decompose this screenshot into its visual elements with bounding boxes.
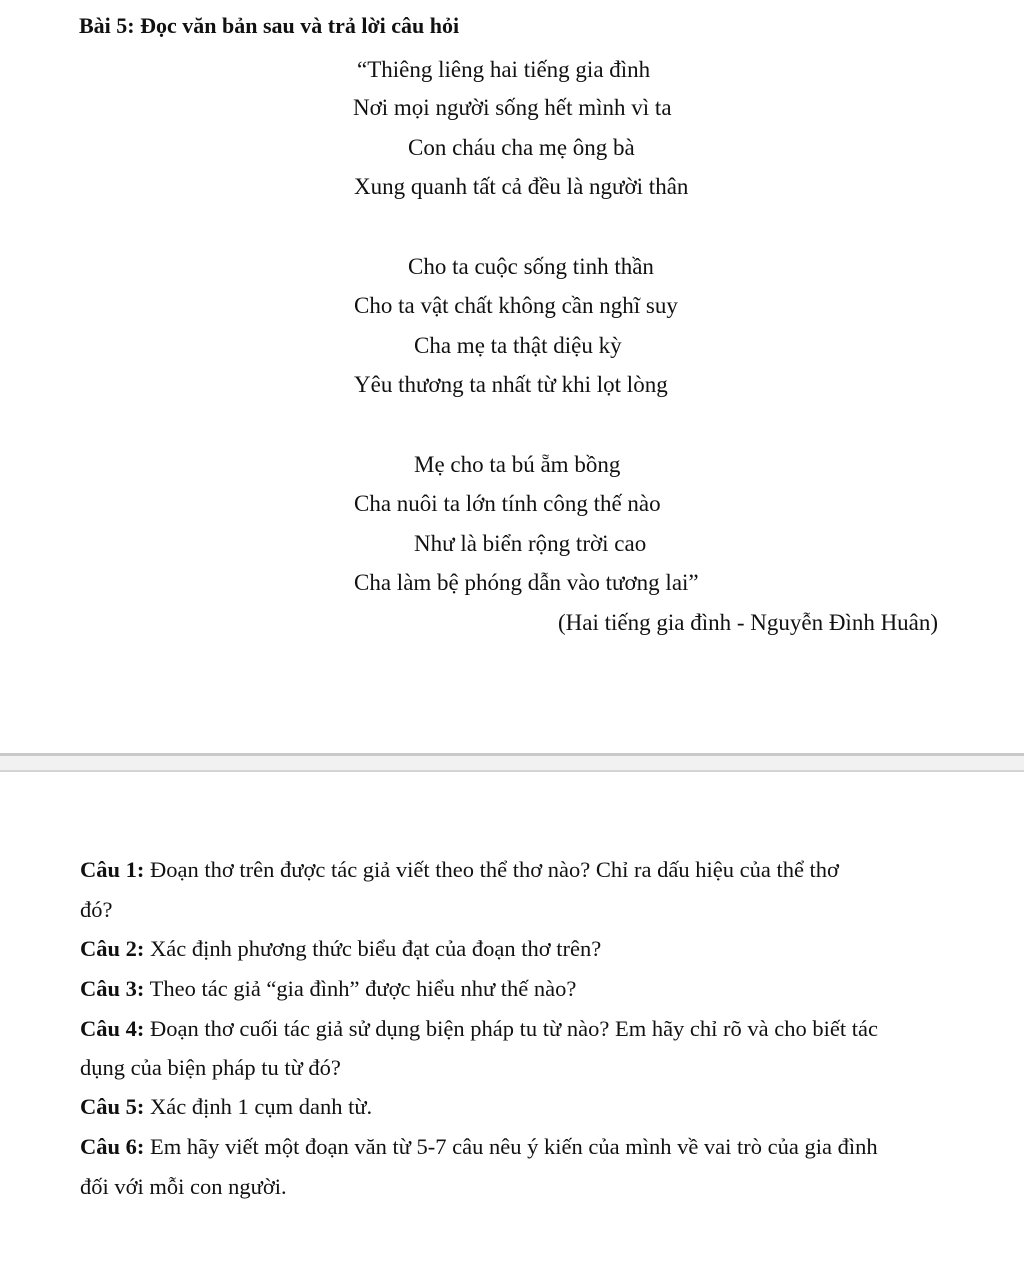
question-4 [80, 1018, 878, 1041]
question-1-continuation: đó? [80, 897, 113, 922]
page-divider-bottom [0, 770, 1024, 772]
question-text: Đoạn thơ trên được tác giả viết theo thể thơ nào? Chỉ ra dấu hiệu của thể thơ [144, 857, 839, 882]
poem-line: Như là biển rộng trời cao [414, 531, 647, 556]
question-text: Theo tác giả “gia đình” được hiểu như thế nào? [144, 976, 577, 1001]
poem-line: Con cháu cha mẹ ông bà [408, 135, 635, 160]
poem-line: Cho ta vật chất không cần nghĩ suy [354, 293, 678, 318]
poem-line: “Thiêng liêng hai tiếng gia đình [357, 57, 651, 82]
poem-line: Cha mẹ ta thật diệu kỳ [414, 333, 622, 358]
question-1 [80, 859, 839, 882]
page-divider-band [0, 756, 1024, 770]
poem-line: Cha nuôi ta lớn tính công thế nào [354, 491, 661, 516]
poem-line: Cho ta cuộc sống tinh thần [408, 254, 654, 279]
question-6 [80, 1136, 878, 1159]
question-5 [80, 1096, 372, 1119]
question-label: Câu 4: [80, 1016, 145, 1041]
question-label: Câu 5: [80, 1094, 145, 1119]
question-text: Xác định 1 cụm danh từ. [144, 1094, 373, 1119]
question-6-continuation: đối với mỗi con người. [80, 1174, 287, 1199]
exercise-heading: Bài 5: Đọc văn bản sau và trả lời câu hỏi [79, 13, 460, 38]
question-4-continuation: dụng của biện pháp tu từ đó? [80, 1055, 341, 1080]
question-label: Câu 6: [80, 1134, 145, 1159]
poem-line: Cha làm bệ phóng dẫn vào tương lai” [354, 570, 699, 595]
question-3 [80, 978, 576, 1001]
question-text: Em hãy viết một đoạn văn từ 5-7 câu nêu ý kiến của mình về vai trò của gia đình [144, 1134, 878, 1159]
question-label: Câu 2: [80, 936, 145, 961]
poem-line: Nơi mọi người sống hết mình vì ta [353, 95, 672, 120]
question-text: Đoạn thơ cuối tác giả sử dụng biện pháp tu từ nào? Em hãy chỉ rõ và cho biết tác [144, 1016, 878, 1041]
poem-line: Xung quanh tất cả đều là người thân [354, 174, 689, 199]
question-2 [80, 938, 601, 961]
poem-source: (Hai tiếng gia đình - Nguyễn Đình Huân) [558, 610, 939, 635]
question-label: Câu 1: [80, 857, 145, 882]
poem-line: Yêu thương ta nhất từ khi lọt lòng [354, 372, 668, 397]
question-text: Xác định phương thức biểu đạt của đoạn thơ trên? [144, 936, 602, 961]
poem-line: Mẹ cho ta bú ẵm bồng [414, 452, 621, 477]
question-label: Câu 3: [80, 976, 145, 1001]
